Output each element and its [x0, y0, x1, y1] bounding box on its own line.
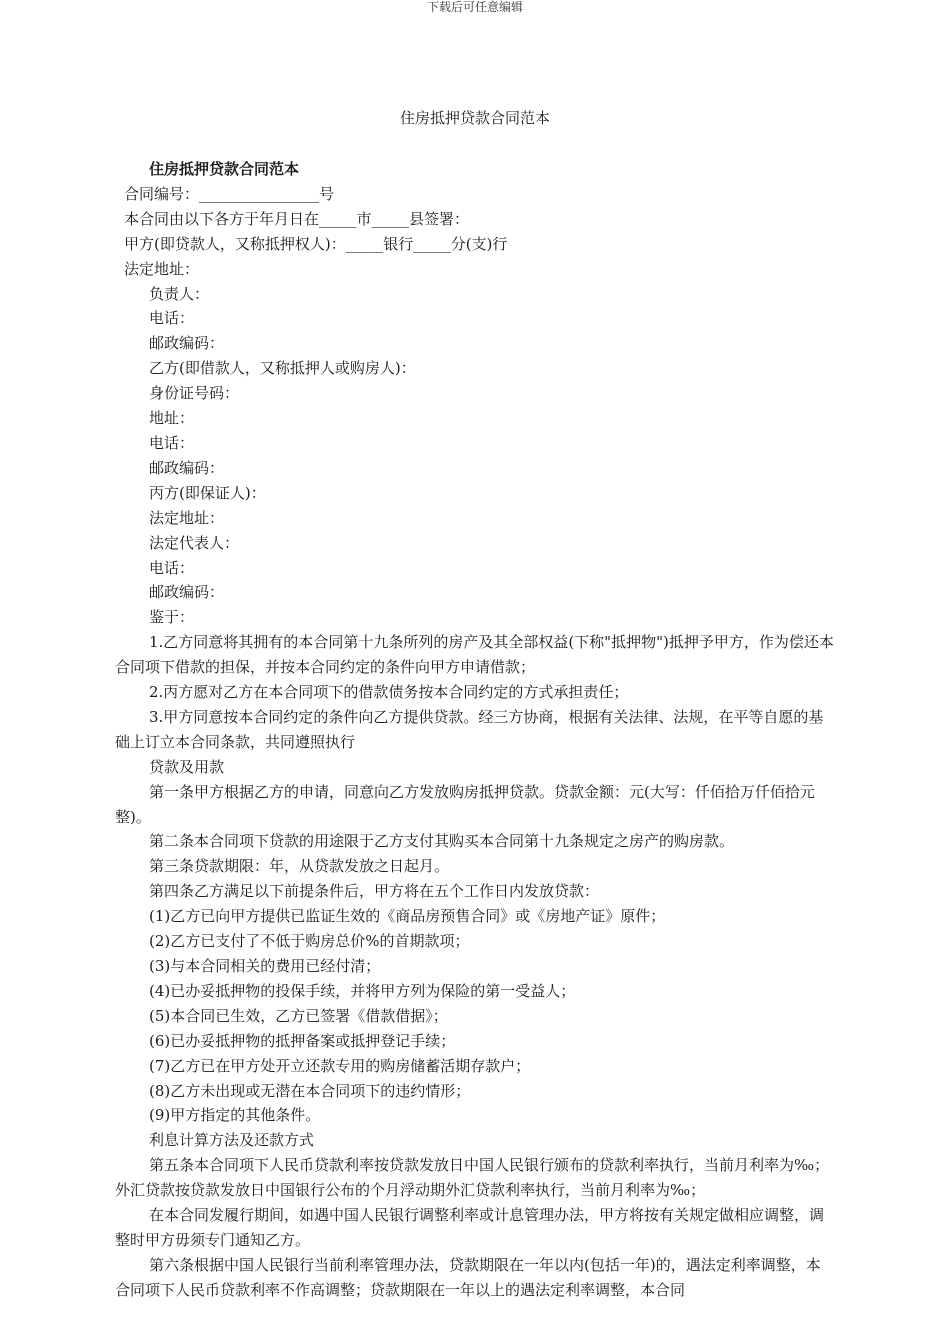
paragraph: 乙方(即借款人，又称抵押人或购房人)：	[149, 359, 416, 378]
paragraph: 本合同由以下各方于年月日在_____市_____县签署：	[124, 209, 470, 228]
paragraph: 邮政编码：	[149, 334, 225, 353]
paragraph: 电话：	[149, 309, 195, 328]
document-body	[115, 157, 835, 1303]
page-header-note: 下载后可任意编辑	[426, 0, 523, 14]
paragraph: 丙方(即保证人)：	[149, 483, 266, 502]
paragraph: 甲方(即贷款人，又称抵押权人)：_____银行_____分(支)行	[124, 234, 508, 253]
paragraph: 第四条乙方满足以下前提条件后，甲方将在五个工作日内发放贷款：	[149, 882, 600, 901]
paragraph: 3.甲方同意按本合同约定的条件向乙方提供贷款。经三方协商，根据有关法律、法规，在平等自愿的基础上订立本合同条款，共同遵照执行	[115, 707, 824, 751]
paragraph: 第一条甲方根据乙方的申请，同意向乙方发放购房抵押贷款。贷款金额：元(大写：仟佰拾万仟佰拾元整)。	[115, 782, 815, 826]
paragraph: (8)乙方未出现或无潜在本合同项下的违约情形；	[149, 1081, 471, 1100]
paragraph: 身份证号码：	[149, 384, 240, 403]
paragraph: 1.乙方同意将其拥有的本合同第十九条所列的房产及其全部权益(下称"抵押物")抵押予甲方，作为偿还本合同项下借款的担保，并按本合同约定的条件向甲方申请借款；	[115, 633, 834, 677]
paragraph: (2)乙方已支付了不低于购房总价%的首期款项；	[149, 932, 470, 951]
paragraph: 利息计算方法及还款方式	[149, 1131, 315, 1150]
paragraph: (3)与本合同相关的费用已经付清；	[149, 957, 381, 975]
paragraph: 第六条根据中国人民银行当前利率管理办法，贷款期限在一年以内(包括一年)的，遇法定利率调整，本合同项下人民币贷款利率不作高调整；贷款期限在一年以上的遇法定利率调整，本合同	[115, 1255, 821, 1299]
paragraph: (1)乙方已向甲方提供已监证生效的《商品房预售合同》或《房地产证》原件；	[149, 907, 666, 926]
paragraph: 2.丙方愿对乙方在本合同项下的借款债务按本合同约定的方式承担责任；	[149, 683, 629, 702]
paragraph: 电话：	[149, 558, 195, 577]
paragraph: 住房抵押贷款合同范本	[149, 160, 300, 178]
paragraph: 电话：	[149, 433, 195, 452]
paragraph: 在本合同发履行期间，如遇中国人民银行调整利率或计息管理办法，甲方将按有关规定做相应调整，调整时甲方毋须专门通知乙方。	[115, 1206, 825, 1249]
paragraph: 法定地址：	[124, 259, 200, 278]
paragraph: 鉴于：	[149, 608, 195, 627]
paragraph: (5)本合同已生效，乙方已签署《借款借据》；	[149, 1006, 448, 1025]
paragraph: (6)已办妥抵押物的抵押备案或抵押登记手续；	[149, 1031, 456, 1050]
paragraph: (7)乙方已在甲方处开立还款专用的购房储蓄活期存款户；	[149, 1056, 531, 1075]
paragraph: 贷款及用款	[149, 757, 225, 776]
paragraph: (4)已办妥抵押物的投保手续，并将甲方列为保险的第一受益人；	[149, 981, 576, 1000]
paragraph: 第二条本合同项下贷款的用途限于乙方支付其购买本合同第十九条规定之房产的购房款。	[149, 832, 735, 851]
paragraph: 法定代表人：	[149, 533, 240, 552]
paragraph: 地址：	[149, 409, 195, 428]
paragraph: (9)甲方指定的其他条件。	[149, 1106, 321, 1125]
document-title: 住房抵押贷款合同范本	[399, 109, 550, 127]
paragraph: 第三条贷款期限：年，从贷款发放之日起月。	[149, 857, 450, 876]
paragraph: 负责人：	[149, 284, 210, 303]
paragraph: 合同编号：________________号	[124, 184, 335, 203]
paragraph: 邮政编码：	[149, 583, 225, 602]
paragraph: 邮政编码：	[149, 458, 225, 477]
paragraph: 法定地址：	[149, 508, 225, 527]
paragraph: 第五条本合同项下人民币贷款利率按贷款发放日中国人民银行颁布的贷款利率执行，当前月利率为‰；外汇贷款按贷款发放日中国银行公布的个月浮动期外汇贷款利率执行，当前月利率为‰；	[115, 1156, 830, 1200]
